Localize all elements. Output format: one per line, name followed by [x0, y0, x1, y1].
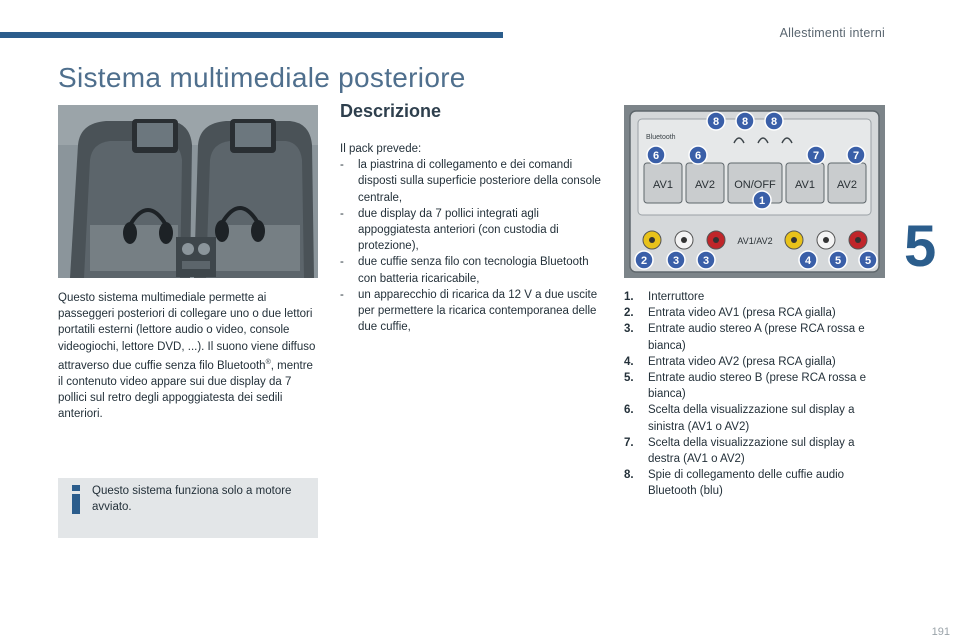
list-dash: -: [340, 159, 344, 172]
intro-paragraph: [58, 290, 316, 422]
callout-6: 6: [694, 150, 702, 162]
page-number: 191: [931, 626, 950, 638]
list-item-text: due display da 7 pollici integrati agli appoggiatesta anteriori (con custodia di protezione),: [358, 207, 559, 253]
callout-5: 5: [834, 255, 842, 267]
legend-text: Entrate audio stereo A (prese RCA rossa e bianca): [648, 323, 865, 352]
legend-number: 3.: [624, 323, 634, 336]
legend-number: 2.: [624, 307, 634, 320]
legend-text: Spie di collegamento delle cuffie audio Bluetooth (blu): [648, 469, 845, 498]
description-body: [340, 141, 602, 335]
callout-8: 8: [741, 116, 749, 128]
info-note: [58, 478, 318, 538]
legend-item: [624, 321, 886, 353]
callout-5: 5: [864, 255, 872, 267]
chapter-number: 5: [904, 214, 937, 279]
description-lead: Il pack prevede:: [340, 143, 422, 155]
list-item: [340, 206, 602, 255]
callout-7: 7: [852, 150, 860, 162]
legend: [624, 289, 886, 500]
legend-list: [624, 289, 886, 500]
callout-4: 4: [804, 255, 812, 267]
list-dash: -: [340, 256, 344, 269]
list-item-text: la piastrina di collegamento e dei comandi disposti sulla superficie posteriore della console centrale,: [358, 159, 601, 204]
callout-8: 8: [712, 116, 720, 128]
page-title: Sistema multimediale posteriore: [58, 62, 466, 93]
info-text: Questo sistema funziona solo a motore avviato.: [92, 485, 292, 513]
list-item: [340, 157, 602, 206]
legend-item: [624, 402, 886, 434]
legend-item: [624, 289, 886, 305]
legend-number: 1.: [624, 291, 634, 303]
panel-center-label: AV1/AV2: [737, 236, 773, 246]
legend-text: Scelta della visualizzazione sul display a destra (AV1 o AV2): [648, 436, 855, 466]
list-dash: -: [340, 207, 344, 220]
legend-number: 5.: [624, 372, 634, 385]
legend-number: 8.: [624, 469, 634, 482]
legend-number: 4.: [624, 355, 634, 368]
description-title: Descrizione: [340, 101, 442, 121]
legend-number: 6.: [624, 404, 634, 417]
legend-text: Interruttore: [648, 291, 705, 303]
button-on-off-label: ON/OFF: [734, 179, 776, 191]
legend-item: [624, 435, 886, 467]
callout-8: 8: [770, 116, 778, 128]
legend-item: [624, 467, 886, 499]
callout-7: 7: [812, 150, 820, 162]
legend-text: Scelta della visualizzazione sul display a sinistra (AV1 o AV2): [648, 404, 855, 433]
legend-item: [624, 354, 886, 370]
callout-1: 1: [758, 195, 766, 207]
description-list: [340, 157, 602, 335]
registered-mark: ®: [265, 358, 271, 366]
legend-item: [624, 305, 886, 321]
list-item-text: un apparecchio di ricarica da 12 V a due uscite per permettere la ricarica contemporanea delle due cuffie,: [358, 288, 598, 334]
section-header: Allestimenti interni: [779, 26, 885, 40]
legend-number: 7.: [624, 436, 634, 449]
list-item: [340, 254, 602, 286]
list-dash: -: [340, 288, 344, 301]
list-item: [340, 287, 602, 336]
callout-3: 3: [672, 255, 680, 267]
callout-3: 3: [702, 255, 710, 267]
callout-2: 2: [640, 255, 648, 267]
rear-seats-illustration: [58, 105, 318, 278]
button-av2-left-label: AV2: [695, 179, 715, 191]
legend-text: Entrate audio stereo B (prese RCA rossa e bianca): [648, 372, 866, 401]
legend-text: Entrata video AV1 (presa RCA gialla): [648, 307, 836, 320]
callout-6: 6: [652, 150, 660, 162]
rear-seats-photo: [58, 105, 318, 278]
button-av1-left-label: AV1: [653, 179, 673, 191]
bluetooth-brand: Bluetooth: [646, 134, 676, 141]
list-item-text: due cuffie senza filo con tecnologia Bluetooth con batteria ricaricabile,: [358, 256, 589, 285]
legend-text: Entrata video AV2 (presa RCA gialla): [648, 355, 836, 368]
info-icon: [71, 485, 81, 514]
control-panel-illustration: [624, 105, 885, 278]
intro-text-part2: , mentre il contenuto video appare sui due display da 7 pollici sul retro degli appoggiatesta dei sedili anteriori.: [58, 359, 313, 421]
legend-item: [624, 370, 886, 402]
control-panel-figure: [624, 105, 885, 278]
button-av1-right-label: AV1: [795, 179, 815, 191]
header-accent-bar: [0, 32, 503, 38]
button-av2-right-label: AV2: [837, 179, 857, 191]
intro-text-part1: Questo sistema multimediale permette ai passeggeri posteriori di collegare uno o due lettori portatili esterni (lettore audio o video, console videogiochi, lettore DVD, ...). Il suono viene diffuso attraverso due cuffie senza filo Bluetooth: [58, 292, 316, 372]
